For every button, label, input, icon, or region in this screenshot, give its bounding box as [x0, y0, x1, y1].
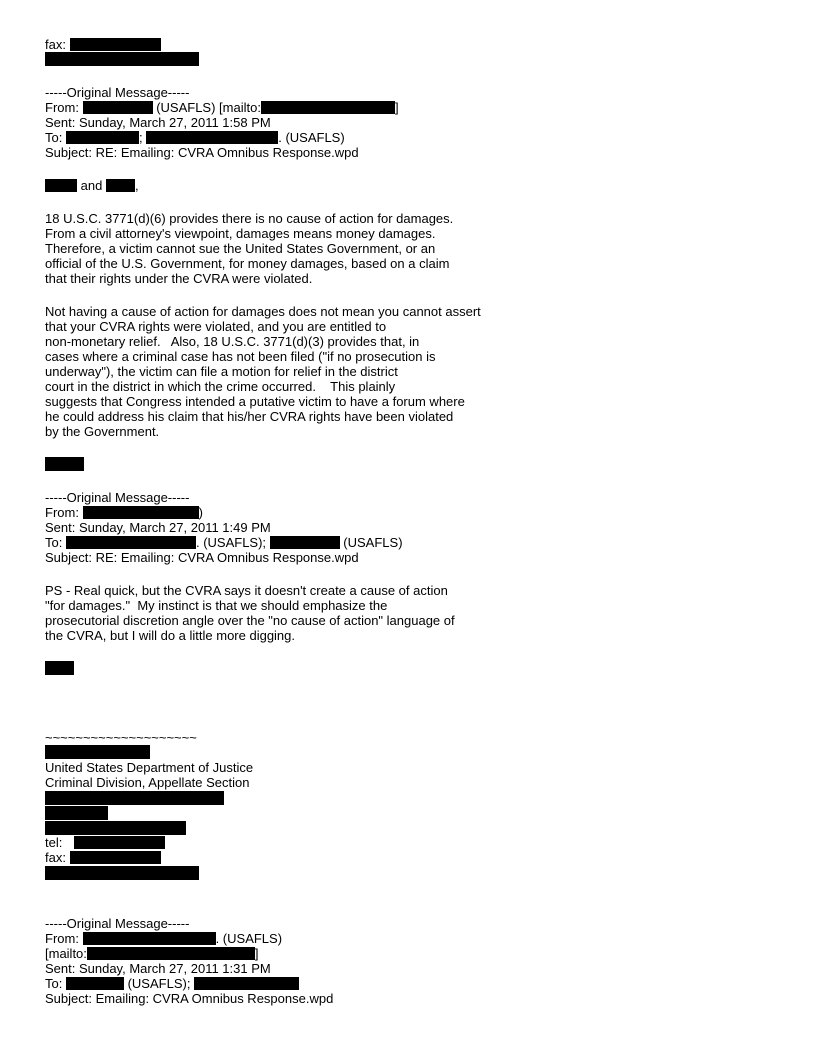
body-line: prosecutorial discretion angle over the "no cause of action" language of — [45, 613, 455, 628]
message-separator: -----Original Message----- — [45, 85, 190, 100]
body-line: that their rights under the CVRA were violated. — [45, 271, 313, 286]
body-line: court in the district in which the crime occurred. This plainly — [45, 379, 396, 394]
body-line: the CVRA, but I will do a little more digging. — [45, 628, 296, 643]
redaction — [83, 506, 199, 519]
message-separator: -----Original Message----- — [45, 490, 190, 505]
subject-line: Subject: Emailing: CVRA Omnibus Response.wpd — [45, 991, 334, 1006]
redaction — [45, 661, 74, 675]
redaction — [106, 179, 135, 192]
signature-division: Criminal Division, Appellate Section — [45, 775, 250, 790]
redaction — [45, 791, 224, 805]
sent-line: Sent: Sunday, March 27, 2011 1:31 PM — [45, 961, 271, 976]
body-line: he could address his claim that his/her CVRA rights have been violated — [45, 409, 454, 424]
body-line: cases where a criminal case has not been filed ("if no prosecution is — [45, 349, 436, 364]
redaction — [45, 52, 199, 66]
body-line: suggests that Congress intended a putative victim to have a forum where — [45, 394, 465, 409]
redaction — [45, 821, 186, 835]
redaction — [66, 977, 124, 990]
fax-line: fax: — [45, 850, 161, 865]
body-line: 18 U.S.C. 3771(d)(6) provides there is no cause of action for damages. — [45, 211, 454, 226]
redaction — [74, 836, 165, 849]
redaction — [261, 101, 395, 114]
body-line: "for damages." My instinct is that we should emphasize the — [45, 598, 388, 613]
subject-line: Subject: RE: Emailing: CVRA Omnibus Response.wpd — [45, 145, 359, 160]
from-line: From: (USAFLS) [mailto: ] — [45, 100, 399, 115]
tel-line: tel: — [45, 835, 165, 850]
subject-line: Subject: RE: Emailing: CVRA Omnibus Response.wpd — [45, 550, 359, 565]
body-line: that your CVRA rights were violated, and you are entitled to — [45, 319, 387, 334]
redaction — [194, 977, 299, 990]
to-line: To: (USAFLS); — [45, 976, 299, 991]
sent-line: Sent: Sunday, March 27, 2011 1:49 PM — [45, 520, 271, 535]
body-line: underway"), the victim can file a motion for relief in the district — [45, 364, 398, 379]
body-line: Therefore, a victim cannot sue the United States Government, or an — [45, 241, 436, 256]
redaction — [270, 536, 340, 549]
greeting: and , — [45, 178, 139, 193]
message-separator: -----Original Message----- — [45, 916, 190, 931]
redaction — [83, 101, 153, 114]
mailto-line: [mailto: ] — [45, 946, 259, 961]
to-line: To: ; . (USAFLS) — [45, 130, 345, 145]
sent-line: Sent: Sunday, March 27, 2011 1:58 PM — [45, 115, 271, 130]
body-line: From a civil attorney's viewpoint, damages means money damages. — [45, 226, 436, 241]
redaction — [45, 457, 84, 471]
redaction — [87, 947, 255, 960]
body-line: official of the U.S. Government, for money damages, based on a claim — [45, 256, 450, 271]
to-line: To: . (USAFLS); (USAFLS) — [45, 535, 403, 550]
redaction — [146, 131, 278, 144]
body-line: non-monetary relief. Also, 18 U.S.C. 3771(d)(3) provides that, in — [45, 334, 420, 349]
body-line: PS - Real quick, but the CVRA says it doesn't create a cause of action — [45, 583, 448, 598]
body-line: by the Government. — [45, 424, 160, 439]
redaction — [70, 38, 161, 51]
redaction — [45, 866, 199, 880]
body-line: Not having a cause of action for damages does not mean you cannot assert — [45, 304, 481, 319]
redaction — [66, 131, 139, 144]
signature-org: United States Department of Justice — [45, 760, 254, 775]
redaction — [45, 179, 77, 192]
redaction — [45, 806, 108, 820]
redaction — [83, 932, 216, 945]
from-line: From: . (USAFLS) — [45, 931, 283, 946]
redaction — [70, 851, 161, 864]
fax-line: fax: — [45, 37, 161, 52]
signature-separator: ~~~~~~~~~~~~~~~~~~~~ — [45, 730, 197, 745]
redaction — [45, 745, 150, 759]
from-line: From: ) — [45, 505, 203, 520]
redaction — [66, 536, 196, 549]
